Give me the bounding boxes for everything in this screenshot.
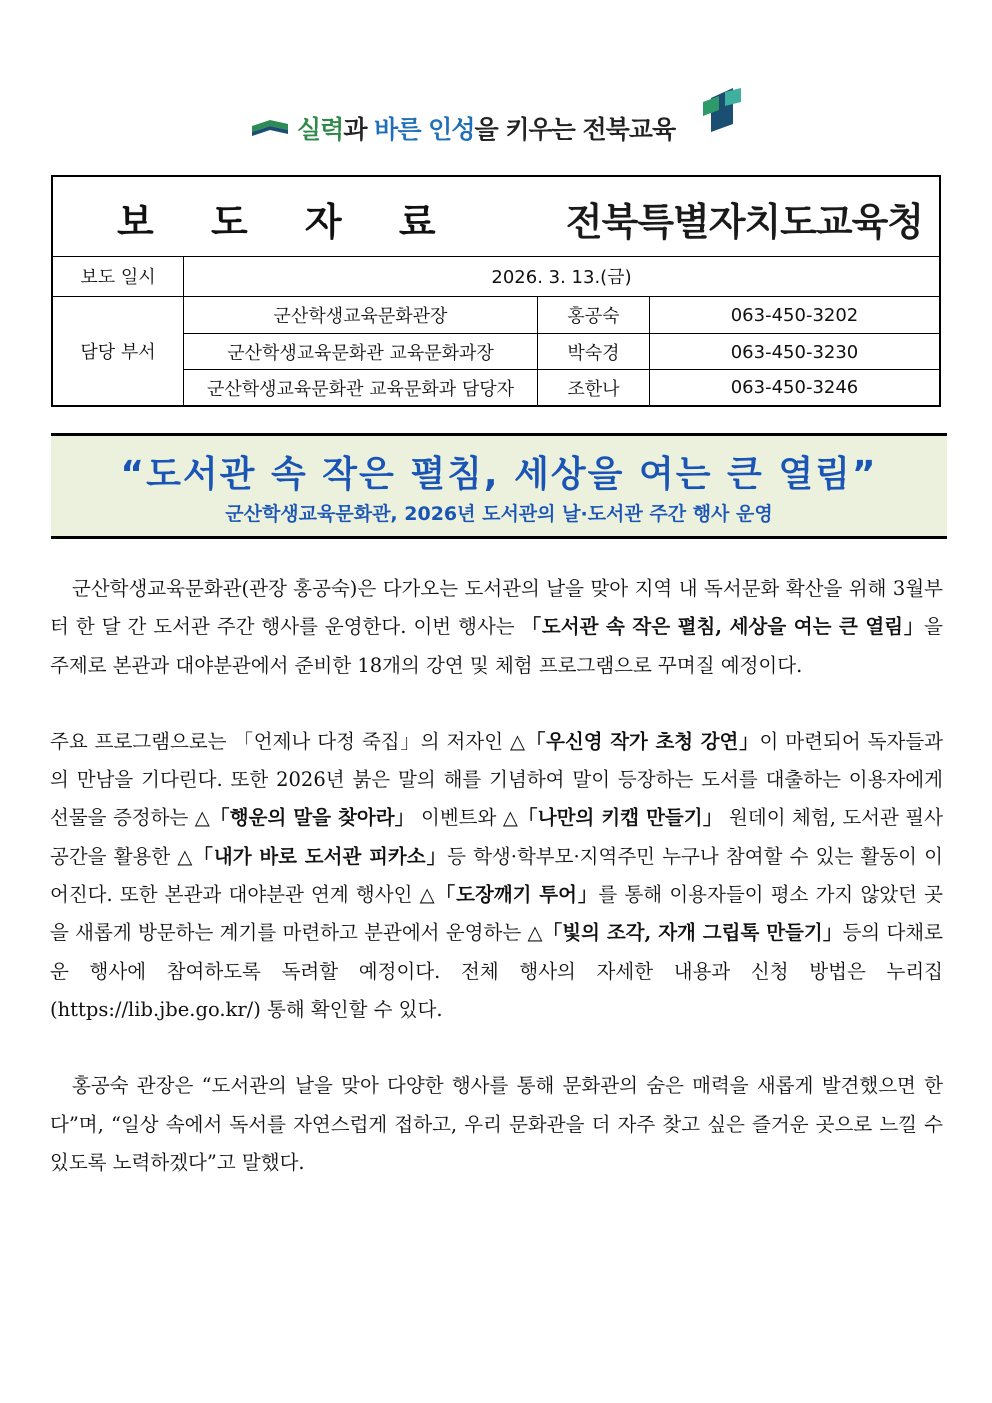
contact-dept: 군산학생교육문화관장 [273, 306, 448, 327]
contact-name: 박숙경 [567, 343, 620, 364]
press-release-title: 보 도 자 료 [117, 200, 458, 244]
headline-subtitle: 군산학생교육문화관, 2026년 도서관의 날·도서관 주간 행사 운영 [225, 503, 773, 525]
date-value: 2026. 3. 13.(금) [491, 267, 632, 288]
contact-name: 홍공숙 [567, 306, 620, 327]
contact-dept: 군산학생교육문화관 교육문화과 담당자 [206, 378, 515, 400]
book-logo-icon [252, 118, 288, 136]
header-title-row [53, 177, 939, 257]
article-body [50, 570, 943, 1182]
contact-section [53, 297, 939, 405]
headline-box [51, 433, 947, 539]
paragraph-1: 군산학생교육문화관(관장 홍공숙)은 다가오는 도서관의 날을 맞아 지역 내 독서문화 확산을 위해 3월부터 한 달 간 도서관 주간 행사를 운영한다. 이번 행사는 「도서관 속 작은 펼침, 세상을 여는 큰 열림」을 주제로 본관과 대야분관에서 준비한 18개의 강연 및 체험 프로그램으로 꾸며질 예정이다. [50, 577, 943, 677]
date-row [53, 256, 939, 297]
press-release-header [51, 175, 941, 407]
paragraph-3: 홍공숙 관장은 “도서관의 날을 맞아 다양한 행사를 통해 문화관의 숨은 매력을 새롭게 발견했으면 한다”며, “일상 속에서 독서를 자연스럽게 접하고, 우리 문화관을 더 자주 찾고 싶은 즐거운 곳으로 느낄 수 있도록 노력하겠다”고 말했다. [50, 1074, 943, 1174]
dept-label: 담당 부서 [80, 342, 156, 363]
contact-phone: 063-450-3246 [730, 377, 859, 398]
slogan-banner [0, 88, 992, 148]
organization-name: 전북특별자치도교육청 [565, 200, 923, 244]
contact-phone: 063-450-3202 [730, 304, 859, 326]
contact-phone: 063-450-3230 [730, 341, 859, 363]
slogan-text: 실력과 바른 인성을 키우는 전북교육 [297, 115, 676, 144]
date-label: 보도 일시 [80, 267, 156, 288]
paragraph-2: 주요 프로그램으로는 「언제나 다정 죽집」의 저자인 △「우신영 작가 초청 강연」이 마련되어 독자들과의 만남을 기다린다. 또한 2026년 붉은 말의 해를 기념하여 말이 등장하는 도서를 대출하는 이용자에게 선물을 증정하는 △「행운의 말을 찾아라」 이벤트와 △「나만의 키캡 만들기」 원데이 체험, 도서관 필사 공간을 활용한 △「내가 바로 도서관 피카소」등 학생·학부모·지역주민 누구나 참여할 수 있는 활동이 이어진다. 또한 본관과 대야분관 연계 행사인 △「도장깨기 투어」를 통해 이용자들이 평소 가지 않았던 곳을 새롭게 방문하는 계기를 마련하고 분관에서 운영하는 △「빛의 조각, 자개 그립톡 만들기」등의 다채로운 행사에 참여하도록 독려할 예정이다. 전체 행사의 자세한 내용과 신청 방법은 누리집(https://lib.jbe.go.kr/) 통해 확인할 수 있다. [50, 729, 944, 1021]
contact-dept: 군산학생교육문화관 교육문화과장 [227, 343, 494, 364]
contact-name: 조한나 [567, 378, 620, 400]
emblem-icon [703, 88, 741, 132]
headline-title: “도서관 속 작은 펼침, 세상을 여는 큰 열림” [120, 454, 878, 495]
